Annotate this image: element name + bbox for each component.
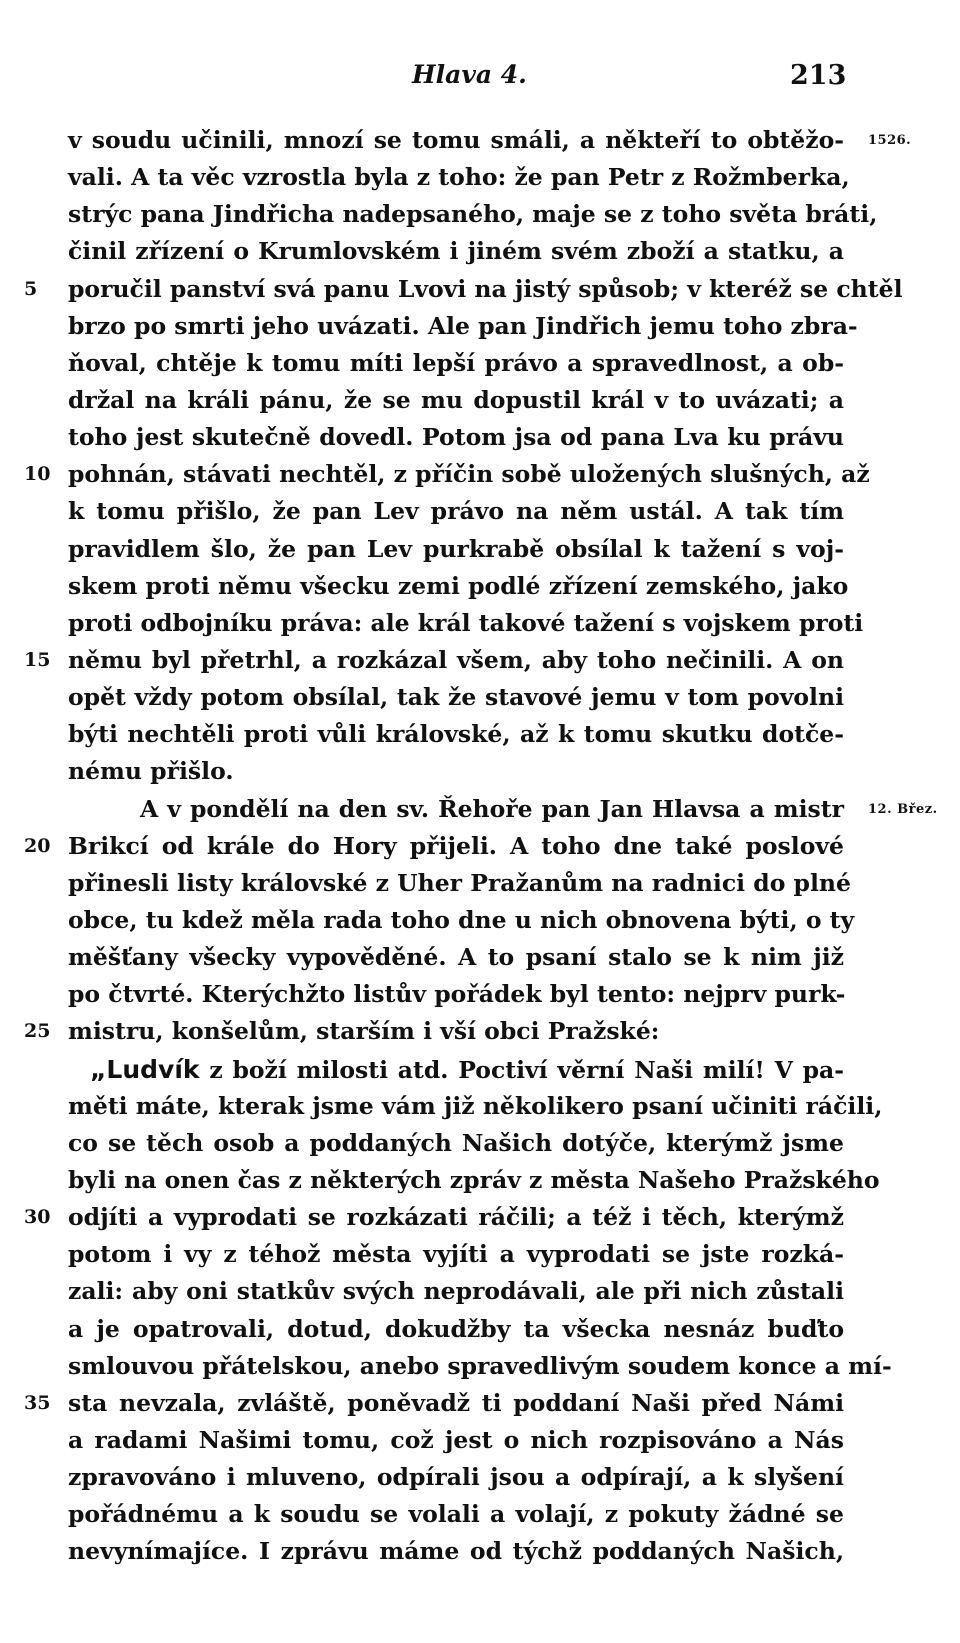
running-head: Hlava 4. (412, 60, 527, 89)
text-line: toho jest skutečně dovedl. Potom jsa od pana Lva ku právu (68, 423, 844, 452)
text-line: co se těch osob a poddaných Našich dotýče, kterýmž jsme (68, 1128, 844, 1157)
text-line: ňoval, chtěje k tomu míti lepší právo a spravedlnost, a ob- (68, 348, 844, 377)
text-line: A v pondělí na den sv. Řehoře pan Jan Hlavsa a mistr 12. Břez. (68, 791, 844, 828)
text-line: měti máte, kterak jsme vám již několikero psaní učiniti ráčili, (68, 1091, 883, 1120)
line-number: 25 (24, 1020, 51, 1043)
text-line: 30 odjíti a vyprodati se rozkázati ráčili; a též i těch, kterýmž (68, 1199, 844, 1236)
text-line: přinesli listy královské z Uher Pražanům na radnici do plné (68, 868, 851, 897)
margin-note-year: 1526. (868, 133, 912, 148)
text-line: 5 poručil panství svá panu Lvovi na jistý spůsob; v kteréž se chtěl (68, 271, 844, 308)
text-line: 15 němu byl přetrhl, a rozkázal všem, aby toho nečinili. A on (68, 642, 844, 679)
text-line: proti odbojníku práva: ale král takové tažení s vojskem proti (68, 608, 864, 637)
text-line: k tomu přišlo, že pan Lev právo na něm ustál. A tak tím (68, 497, 844, 526)
line-number: 5 (24, 277, 38, 300)
text-line: zali: aby oni statkův svých neprodávali, ale při nich zůstali (68, 1277, 844, 1306)
text-line: 25 mistru, konšelům, starším i vší obci Pražské: (68, 1013, 844, 1050)
text-line: strýc pana Jindřicha nadepsaného, maje se z toho světa bráti, (68, 200, 878, 229)
text-line: opět vždy potom obsílal, tak že stavové jemu v tom povolni (68, 683, 844, 712)
text-line: nému přišlo. (68, 757, 234, 786)
text-line: a radami Našimi tomu, což jest o nich rozpisováno a Nás (68, 1425, 844, 1454)
text-line: 35 sta nevzala, zvláště, poněvadž ti poddaní Naši před Námi (68, 1385, 844, 1422)
page-number: 213 (790, 60, 847, 91)
text-line: býti nechtěli proti vůli královské, až k tomu skutku dotče- (68, 720, 844, 749)
text-line: v soudu učinili, mnozí se tomu smáli, a někteří to obtěžo- 1526. (68, 122, 844, 159)
text-line: „Ludvík z boží milosti atd. Poctiví věrní Naši milí! V pa- (90, 1054, 844, 1084)
text-line: potom i vy z téhož města vyjíti a vyprodati se jste rozká- (68, 1240, 844, 1269)
text-line: byli na onen čas z některých zpráv z města Našeho Pražského (68, 1165, 880, 1194)
text-line: pravidlem šlo, že pan Lev purkrabě obsílal k tažení s voj- (68, 534, 844, 563)
text-line: 10 pohnán, stávati nechtěl, z příčin sobě uložených slušných, až (68, 456, 844, 493)
text-line: po čtvrté. Kterýchžto listův pořádek byl tento: nejprv purk- (68, 980, 846, 1009)
text-line: pořádnému a k soudu se volali a volají, z pokuty žádné se (68, 1500, 844, 1529)
text-line: měšťany všecky vypověděné. A to psaní stalo se k nim již (68, 943, 844, 972)
text-line: skem proti němu všecku zemi podlé zřízení zemského, jako (68, 571, 849, 600)
line-number: 35 (24, 1391, 51, 1414)
text-line: zpravováno i mluveno, odpírali jsou a odpírají, a k slyšení (68, 1463, 844, 1492)
text-line: smlouvou přátelskou, anebo spravedlivým soudem konce a mí- (68, 1351, 892, 1380)
text-line: vali. A ta věc vzrostla byla z toho: že pan Petr z Rožmberka, (68, 163, 850, 192)
line-number: 15 (24, 648, 51, 671)
text-line: 20 Brikcí od krále do Hory přijeli. A toho dne také poslové (68, 828, 844, 865)
body-text (24, 122, 938, 1570)
text-line: činil zřízení o Krumlovském i jiném svém zboží a statku, a (68, 237, 844, 266)
text-line: brzo po smrti jeho uvázati. Ale pan Jindřich jemu toho zbra- (68, 311, 858, 340)
line-number: 20 (24, 834, 51, 857)
line-number: 30 (24, 1206, 51, 1229)
line-number: 10 (24, 463, 51, 486)
text-line: nevynímajíce. I zprávu máme od týchž poddaných Našich, (68, 1537, 844, 1566)
margin-note-date: 12. Břez. (868, 801, 938, 817)
letter-opening: „Ludvík (90, 1054, 200, 1084)
text-line: držal na králi pánu, že se mu dopustil král v to uvázati; a (68, 385, 844, 414)
text-line: obce, tu kdež měla rada toho dne u nich obnovena býti, o ty (68, 905, 855, 934)
text-line: a je opatrovali, dotud, dokudžby ta všecka nesnáz buďto (68, 1314, 844, 1343)
